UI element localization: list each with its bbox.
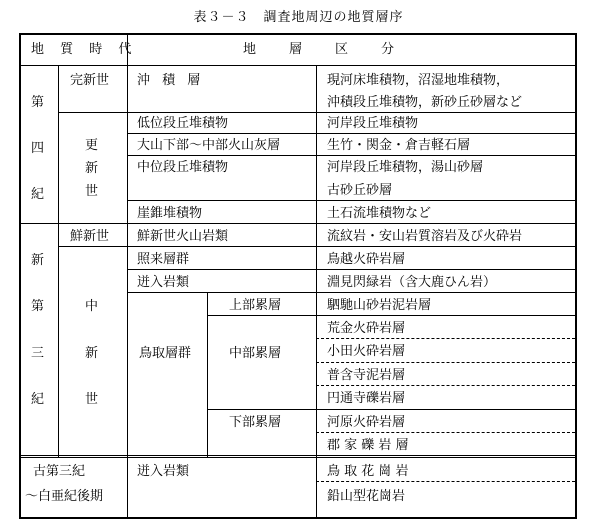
unit-mid-terrace: 中位段丘堆積物 — [137, 160, 229, 175]
stratigraphy-table — [19, 33, 577, 519]
period-neogene-4: 紀 — [31, 392, 45, 407]
header-strata: 地 層 区 分 — [243, 42, 405, 57]
epoch-pleistocene-1: 更 — [85, 138, 99, 153]
dash-middle-1 — [316, 338, 575, 339]
rock-low-terrace: 河岸段丘堆積物 — [327, 116, 419, 131]
rule-neogene-paleogene — [21, 455, 575, 458]
period-quaternary-2: 四 — [31, 141, 45, 156]
unit-terukimae: 照来層群 — [137, 252, 190, 267]
rock-daisen-ash: 生竹・関金・倉吉軽石層 — [327, 138, 471, 153]
unit-middle: 中部累層 — [229, 346, 282, 361]
rock-middle-1: 荒金火砕岩層 — [327, 321, 406, 336]
vrule-subgroup — [207, 292, 208, 457]
rule-middle-lower — [207, 409, 575, 410]
rock-intrusive: 淵見閃緑岩（含大鹿ひん岩） — [327, 275, 497, 290]
unit-tottori-group: 鳥取層群 — [139, 346, 192, 361]
epoch-pliocene: 鮮新世 — [70, 229, 110, 244]
rock-middle-3: 普含寺泥岩層 — [327, 368, 406, 383]
unit-talus: 崖錐堆積物 — [137, 206, 203, 221]
period-neogene-3: 三 — [31, 346, 45, 361]
dash-middle-3 — [316, 385, 575, 386]
vrule-epoch — [127, 35, 128, 519]
rule-row-daisen — [127, 133, 575, 134]
rule-quaternary-neogene — [21, 223, 575, 224]
vrule-rocks — [316, 65, 317, 519]
unit-daisen-ash: 大山下部～中部火山灰層 — [137, 138, 281, 153]
unit-lower: 下部累層 — [229, 415, 282, 430]
header-rule — [21, 65, 575, 66]
period-quaternary-3: 紀 — [31, 187, 45, 202]
rock-lower-2: 郡 家 礫 岩 層 — [327, 438, 409, 453]
period-neogene-1: 新 — [31, 253, 45, 268]
rock-lower-1: 河原火砕岩層 — [327, 415, 406, 430]
unit-intrusive-neogene: 迸入岩類 — [137, 275, 190, 290]
table-caption: 表３－３ 調査地周辺の地質層序 — [193, 10, 404, 25]
epoch-miocene-1: 中 — [85, 299, 99, 314]
unit-low-terrace: 低位段丘堆積物 — [137, 116, 229, 131]
dash-lower-1 — [316, 432, 575, 433]
period-neogene-2: 第 — [31, 299, 45, 314]
rock-middle-4: 円通寺礫岩層 — [327, 391, 406, 406]
epoch-miocene-2: 新 — [85, 346, 99, 361]
rock-alluvium-2: 沖積段丘堆積物，新砂丘砂層など — [327, 95, 523, 110]
period-quaternary-1: 第 — [31, 95, 45, 110]
rock-mid-terrace-2: 古砂丘砂層 — [327, 183, 393, 198]
rock-old-2: 鉛山型花崗岩 — [327, 489, 406, 504]
unit-intrusive-old: 迸入岩類 — [137, 464, 190, 479]
unit-pliocene-volcanic: 鮮新世火山岩類 — [137, 229, 229, 244]
epoch-pleistocene-2: 新 — [85, 161, 99, 176]
rock-pliocene: 流紋岩・安山岩質溶岩及び火砕岩 — [327, 229, 523, 244]
rock-terukimae: 鳥越火砕岩層 — [327, 252, 406, 267]
period-paleogene-2: ～白亜紀後期 — [25, 489, 104, 504]
rock-alluvium-1: 現河床堆積物，沼湿地堆積物， — [327, 73, 510, 88]
rock-upper: 駟馳山砂岩泥岩層 — [327, 298, 432, 313]
dash-middle-2 — [316, 362, 575, 363]
unit-alluvium: 沖 積 層 — [137, 73, 205, 88]
epoch-pleistocene-3: 世 — [85, 184, 99, 199]
rule-upper-middle — [207, 315, 575, 316]
rock-mid-terrace-1: 河岸段丘堆積物，湯山砂層 — [327, 160, 484, 175]
rule-row-tottori — [127, 292, 575, 293]
rule-row-talus — [127, 200, 575, 201]
rule-row-intrusive — [127, 269, 575, 270]
rock-talus: 土石流堆積物など — [327, 206, 432, 221]
epoch-miocene-3: 世 — [85, 392, 99, 407]
unit-upper: 上部累層 — [229, 298, 282, 313]
epoch-holocene: 完新世 — [70, 73, 110, 88]
period-paleogene-1: 古第三紀 — [33, 464, 86, 479]
header-era: 地 質 時 代 — [31, 42, 138, 57]
rule-row-midterrace — [127, 155, 575, 156]
dash-old-1 — [316, 481, 575, 482]
rock-middle-2: 小田火砕岩層 — [327, 344, 406, 359]
rock-old-1: 鳥 取 花 崗 岩 — [327, 464, 409, 479]
vrule-period — [58, 65, 59, 457]
